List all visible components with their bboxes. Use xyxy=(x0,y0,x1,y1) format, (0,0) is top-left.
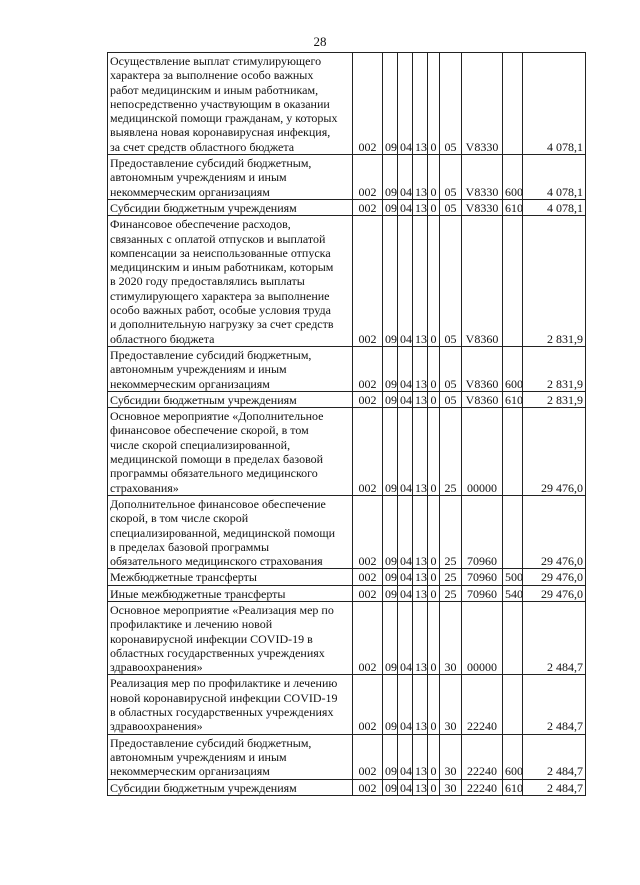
ministry-code-cell: 002 xyxy=(353,734,383,779)
expense-name-line: Финансовое обеспечение расходов, xyxy=(110,217,291,232)
main-event-code-cell: 05 xyxy=(440,391,462,407)
table-row xyxy=(108,391,586,407)
table-row xyxy=(108,346,586,391)
expense-name-cell xyxy=(108,216,353,347)
main-event-code-cell: 25 xyxy=(440,408,462,496)
expense-type-cell: 600 xyxy=(503,155,523,200)
amount-cell: 2 831,9 xyxy=(523,391,586,407)
expense-name-line: Субсидии бюджетным учреждениям xyxy=(110,200,297,215)
subprogram-code-cell: 0 xyxy=(428,216,440,347)
main-event-code-cell: 30 xyxy=(440,734,462,779)
expense-name-line: обязательного медицинского страхования xyxy=(110,554,323,569)
amount-cell: 29 476,0 xyxy=(523,408,586,496)
expense-name-line: Основное мероприятие «Дополнительное xyxy=(110,409,324,424)
program-code-cell: 13 xyxy=(413,601,428,674)
ministry-code-cell: 002 xyxy=(353,495,383,568)
expense-name-line: и дополнительную нагрузку за счет средств xyxy=(110,317,334,332)
program-code-cell: 13 xyxy=(413,495,428,568)
table-row xyxy=(108,155,586,200)
expense-direction-cell: V8360 xyxy=(462,346,503,391)
program-code-cell: 13 xyxy=(413,155,428,200)
expense-name-line: медицинским и иным работникам, которым xyxy=(110,260,334,275)
section-code-cell: 09 xyxy=(383,199,398,215)
expense-name-line: специализированной, медицинской помощи xyxy=(110,525,335,540)
program-code-cell: 13 xyxy=(413,346,428,391)
expense-name-cell xyxy=(108,155,353,200)
expense-name-line: Дополнительное финансовое обеспечение xyxy=(110,496,326,511)
program-code-cell: 13 xyxy=(413,585,428,601)
expense-type-cell: 610 xyxy=(503,199,523,215)
expense-name-line: характера за выполнение особо важных xyxy=(110,68,314,83)
amount-cell: 29 476,0 xyxy=(523,585,586,601)
table-row xyxy=(108,216,586,347)
expense-name-line: финансовое обеспечение скорой, в том xyxy=(110,423,309,438)
expense-direction-cell: 22240 xyxy=(462,734,503,779)
expense-name-line: профилактике и лечению новой xyxy=(110,617,273,632)
expense-type-cell xyxy=(503,675,523,734)
expense-type-cell: 500 xyxy=(503,569,523,585)
expense-name-line: медицинской помощи в пределах базовой xyxy=(110,452,324,467)
subsection-code-cell: 04 xyxy=(398,779,413,795)
expense-name-cell xyxy=(108,585,353,601)
expense-name-line: здравоохранения» xyxy=(110,719,203,734)
ministry-code-cell: 002 xyxy=(353,346,383,391)
main-event-code-cell: 25 xyxy=(440,495,462,568)
expense-name-line: в 2020 году предоставлялись выплаты xyxy=(110,274,305,289)
expense-type-cell xyxy=(503,601,523,674)
table-row xyxy=(108,495,586,568)
expense-name-line: коронавирусной инфекции COVID-19 в xyxy=(110,631,313,646)
expense-type-cell: 540 xyxy=(503,585,523,601)
amount-cell: 2 831,9 xyxy=(523,346,586,391)
amount-cell: 2 484,7 xyxy=(523,734,586,779)
expense-name-cell xyxy=(108,53,353,155)
expense-name-cell xyxy=(108,779,353,795)
expense-name-cell xyxy=(108,199,353,215)
ministry-code-cell: 002 xyxy=(353,216,383,347)
section-code-cell: 09 xyxy=(383,675,398,734)
main-event-code-cell: 30 xyxy=(440,601,462,674)
main-event-code-cell: 05 xyxy=(440,155,462,200)
expense-name-line: за счет средств областного бюджета xyxy=(110,139,295,154)
program-code-cell: 13 xyxy=(413,779,428,795)
main-event-code-cell: 05 xyxy=(440,199,462,215)
subprogram-code-cell: 0 xyxy=(428,734,440,779)
subprogram-code-cell: 0 xyxy=(428,155,440,200)
expense-name-line: областного бюджета xyxy=(110,331,215,346)
expense-name-line: Субсидии бюджетным учреждениям xyxy=(110,392,297,407)
expense-name-cell xyxy=(108,391,353,407)
subsection-code-cell: 04 xyxy=(398,675,413,734)
expense-name-line: автономным учреждениям и иным xyxy=(110,749,287,764)
expense-name-line: непосредственно участвующим в оказании xyxy=(110,96,330,111)
subprogram-code-cell: 0 xyxy=(428,601,440,674)
subsection-code-cell: 04 xyxy=(398,601,413,674)
expense-name-line: в областных государственных учреждениях xyxy=(110,705,334,720)
section-code-cell: 09 xyxy=(383,779,398,795)
expense-direction-cell: 00000 xyxy=(462,408,503,496)
expense-name-line: Основное мероприятие «Реализация мер по xyxy=(110,602,334,617)
ministry-code-cell: 002 xyxy=(353,199,383,215)
expense-name-cell xyxy=(108,346,353,391)
subprogram-code-cell: 0 xyxy=(428,408,440,496)
expense-name-line: скорой, в том числе скорой xyxy=(110,511,249,526)
subprogram-code-cell: 0 xyxy=(428,495,440,568)
expense-name-line: стимулирующего характера за выполнение xyxy=(110,288,330,303)
ministry-code-cell: 002 xyxy=(353,391,383,407)
expense-name-cell xyxy=(108,675,353,734)
main-event-code-cell: 25 xyxy=(440,569,462,585)
expense-name-line: в пределах базовой программы xyxy=(110,539,270,554)
section-code-cell: 09 xyxy=(383,408,398,496)
subsection-code-cell: 04 xyxy=(398,585,413,601)
amount-cell: 2 484,7 xyxy=(523,601,586,674)
main-event-code-cell: 25 xyxy=(440,585,462,601)
expense-name-line: Осуществление выплат стимулирующего xyxy=(110,54,322,68)
expense-name-line: Субсидии бюджетным учреждениям xyxy=(110,780,297,795)
expense-name-line: выявлена новая коронавирусная инфекция, xyxy=(110,125,331,140)
expense-name-line: компенсации за неиспользованные отпуска xyxy=(110,245,331,260)
expense-direction-cell: 70960 xyxy=(462,585,503,601)
expense-direction-cell: V8360 xyxy=(462,216,503,347)
expense-name-cell xyxy=(108,601,353,674)
expense-direction-cell: V8330 xyxy=(462,155,503,200)
amount-cell: 29 476,0 xyxy=(523,569,586,585)
expense-name-line: Предоставление субсидий бюджетным, xyxy=(110,735,312,750)
amount-cell: 4 078,1 xyxy=(523,53,586,155)
expense-name-line: числе скорой специализированной, xyxy=(110,437,291,452)
subprogram-code-cell: 0 xyxy=(428,391,440,407)
subprogram-code-cell: 0 xyxy=(428,585,440,601)
subprogram-code-cell: 0 xyxy=(428,346,440,391)
amount-cell: 29 476,0 xyxy=(523,495,586,568)
program-code-cell: 13 xyxy=(413,53,428,155)
program-code-cell: 13 xyxy=(413,216,428,347)
expense-type-cell: 610 xyxy=(503,779,523,795)
section-code-cell: 09 xyxy=(383,734,398,779)
expense-name-line: особо важных работ, особые условия труда xyxy=(110,303,331,318)
ministry-code-cell: 002 xyxy=(353,569,383,585)
program-code-cell: 13 xyxy=(413,734,428,779)
expense-direction-cell: 00000 xyxy=(462,601,503,674)
subprogram-code-cell: 0 xyxy=(428,199,440,215)
subprogram-code-cell: 0 xyxy=(428,779,440,795)
ministry-code-cell: 002 xyxy=(353,601,383,674)
amount-cell: 2 484,7 xyxy=(523,675,586,734)
section-code-cell: 09 xyxy=(383,216,398,347)
main-event-code-cell: 05 xyxy=(440,53,462,155)
expense-name-cell xyxy=(108,569,353,585)
ministry-code-cell: 002 xyxy=(353,408,383,496)
ministry-code-cell: 002 xyxy=(353,675,383,734)
amount-cell: 2 831,9 xyxy=(523,216,586,347)
table-row xyxy=(108,569,586,585)
main-event-code-cell: 05 xyxy=(440,216,462,347)
expense-direction-cell: V8330 xyxy=(462,53,503,155)
expense-name-line: страхования» xyxy=(110,480,179,495)
amount-cell: 4 078,1 xyxy=(523,199,586,215)
page-number: 28 xyxy=(313,34,327,49)
ministry-code-cell: 002 xyxy=(353,779,383,795)
expense-name-line: медицинской помощи гражданам, у которых xyxy=(110,111,338,126)
subprogram-code-cell: 0 xyxy=(428,53,440,155)
subsection-code-cell: 04 xyxy=(398,391,413,407)
main-event-code-cell: 30 xyxy=(440,675,462,734)
program-code-cell: 13 xyxy=(413,675,428,734)
subsection-code-cell: 04 xyxy=(398,408,413,496)
expense-name-line: некоммерческим организациям xyxy=(110,376,270,391)
expense-name-line: связанных с оплатой отпусков и выплатой xyxy=(110,231,326,246)
table-row xyxy=(108,408,586,496)
expense-name-line: новой коронавирусной инфекции COVID-19 xyxy=(110,690,338,705)
section-code-cell: 09 xyxy=(383,585,398,601)
expense-name-line: Предоставление субсидий бюджетным, xyxy=(110,347,312,362)
expense-type-cell: 600 xyxy=(503,734,523,779)
expense-type-cell: 610 xyxy=(503,391,523,407)
table-row xyxy=(108,734,586,779)
expense-name-cell xyxy=(108,408,353,496)
expense-direction-cell: V8360 xyxy=(462,391,503,407)
program-code-cell: 13 xyxy=(413,408,428,496)
expense-name-line: здравоохранения» xyxy=(110,660,203,675)
subsection-code-cell: 04 xyxy=(398,199,413,215)
main-event-code-cell: 05 xyxy=(440,346,462,391)
expense-name-cell xyxy=(108,495,353,568)
subsection-code-cell: 04 xyxy=(398,155,413,200)
budget-table xyxy=(107,52,586,796)
expense-direction-cell: 22240 xyxy=(462,779,503,795)
section-code-cell: 09 xyxy=(383,569,398,585)
program-code-cell: 13 xyxy=(413,199,428,215)
expense-name-line: Реализация мер по профилактике и лечению xyxy=(110,676,338,691)
section-code-cell: 09 xyxy=(383,391,398,407)
expense-name-line: некоммерческим организациям xyxy=(110,764,270,779)
subprogram-code-cell: 0 xyxy=(428,675,440,734)
expense-type-cell xyxy=(503,216,523,347)
subsection-code-cell: 04 xyxy=(398,346,413,391)
program-code-cell: 13 xyxy=(413,569,428,585)
subsection-code-cell: 04 xyxy=(398,216,413,347)
expense-direction-cell: 70960 xyxy=(462,495,503,568)
expense-name-line: Предоставление субсидий бюджетным, xyxy=(110,156,312,171)
table-row xyxy=(108,601,586,674)
ministry-code-cell: 002 xyxy=(353,155,383,200)
program-code-cell: 13 xyxy=(413,391,428,407)
main-event-code-cell: 30 xyxy=(440,779,462,795)
table-row xyxy=(108,199,586,215)
expense-name-line: областных государственных учреждениях xyxy=(110,645,325,660)
expense-direction-cell: V8330 xyxy=(462,199,503,215)
expense-name-line: некоммерческим организациям xyxy=(110,184,270,199)
section-code-cell: 09 xyxy=(383,601,398,674)
expense-name-cell xyxy=(108,734,353,779)
section-code-cell: 09 xyxy=(383,155,398,200)
subsection-code-cell: 04 xyxy=(398,734,413,779)
ministry-code-cell: 002 xyxy=(353,53,383,155)
subsection-code-cell: 04 xyxy=(398,53,413,155)
subsection-code-cell: 04 xyxy=(398,569,413,585)
table-row xyxy=(108,585,586,601)
amount-cell: 2 484,7 xyxy=(523,779,586,795)
subsection-code-cell: 04 xyxy=(398,495,413,568)
expense-name-line: Иные межбюджетные трансферты xyxy=(110,586,286,601)
table-row xyxy=(108,675,586,734)
section-code-cell: 09 xyxy=(383,346,398,391)
expense-name-line: автономным учреждениям и иным xyxy=(110,170,287,185)
expense-type-cell xyxy=(503,53,523,155)
table-row xyxy=(108,53,586,155)
section-code-cell: 09 xyxy=(383,53,398,155)
amount-cell: 4 078,1 xyxy=(523,155,586,200)
expense-type-cell: 600 xyxy=(503,346,523,391)
expense-name-line: автономным учреждениям и иным xyxy=(110,362,287,377)
expense-name-line: Межбюджетные трансферты xyxy=(110,570,257,585)
expense-type-cell xyxy=(503,495,523,568)
section-code-cell: 09 xyxy=(383,495,398,568)
ministry-code-cell: 002 xyxy=(353,585,383,601)
table-row xyxy=(108,779,586,795)
expense-direction-cell: 70960 xyxy=(462,569,503,585)
expense-name-line: работ медицинским и иным работникам, xyxy=(110,82,319,97)
expense-name-line: программы обязательного медицинского xyxy=(110,466,318,481)
expense-type-cell xyxy=(503,408,523,496)
expense-direction-cell: 22240 xyxy=(462,675,503,734)
subprogram-code-cell: 0 xyxy=(428,569,440,585)
